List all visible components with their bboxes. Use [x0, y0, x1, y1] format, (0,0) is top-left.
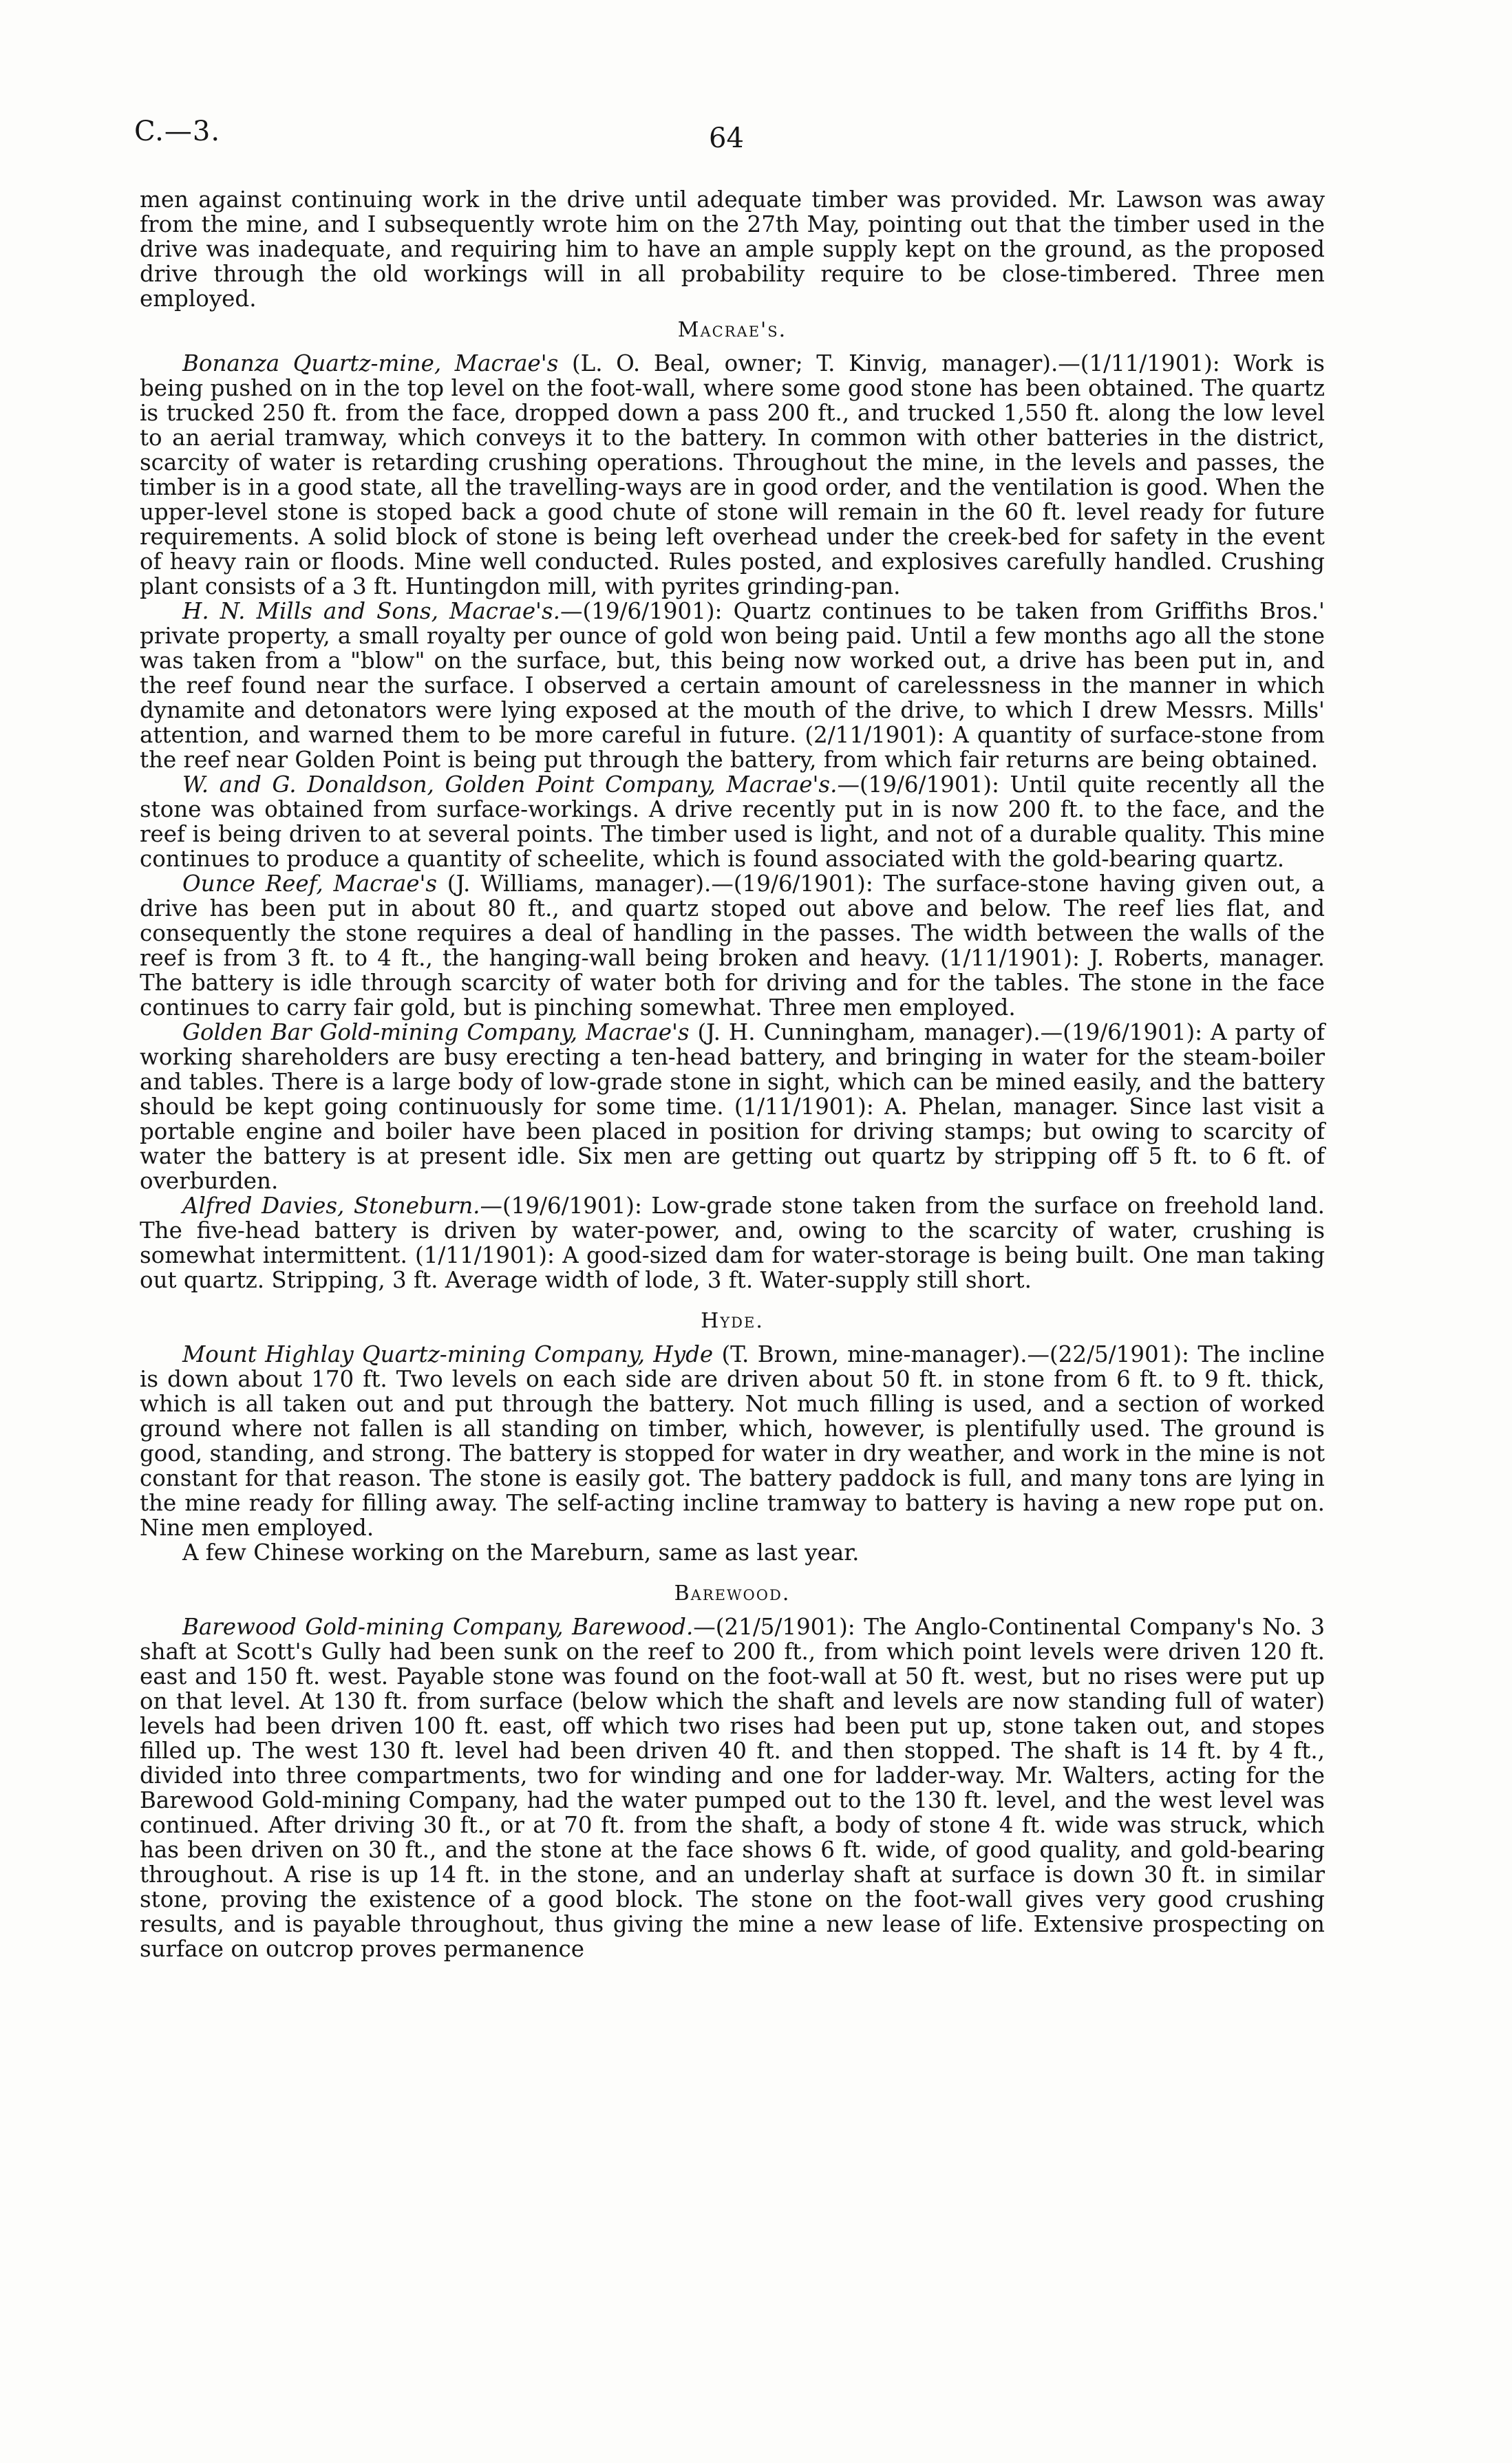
mine-title: H. N. Mills and Sons, Macrae's. — [182, 598, 560, 624]
mine-title: Ounce Reef, Macrae's — [182, 871, 438, 897]
paragraph-ounce-reef: Ounce Reef, Macrae's (J. Williams, manager).—(19/6/1901): The surface-stone having given out, a drive has been put in about 80 ft., and quartz stoped out above and below. The reef lies flat, and consequently the stone requires a deal of handling in the passes. The width between the walls of the reef is from 3 ft. to 4 ft., the hanging-wall being broken and heavy. (1/11/1901): J. Roberts, manager. The battery is idle through scarcity of water both for driving and for the tables. The stone in the face continues to carry fair gold, but is pinching somewhat. Three men employed. — [140, 871, 1325, 1021]
mine-title: Barewood Gold-mining Company, Barewood. — [182, 1614, 694, 1640]
paragraph-chinese-miners: A few Chinese working on the Mareburn, same as last year. — [182, 1539, 860, 1566]
document-reference: C.—3. — [134, 116, 221, 147]
mine-title: W. and G. Donaldson, Golden Point Company, Macrae's. — [182, 771, 838, 798]
paragraph-barewood: Barewood Gold-mining Company, Barewood.—(21/5/1901): The Anglo-Continental Company's No. 3 shaft at Scott's Gully had been sunk on the reef to 200 ft., from which point levels were driven 120 ft. east and 150 ft. west. Payable stone was found on the foot-wall at 50 ft. west, but no rises were put up on that level. At 130 ft. from surface (below which the shaft and levels are now standing full of water) levels had been driven 100 ft. east, off which two rises had been put up, stone taken out, and stopes filled up. The west 130 ft. level had been driven 40 ft. and then stopped. The shaft is 14 ft. by 4 ft., divided into three compartments, two for winding and one for ladder-way. Mr. Walters, acting for the Barewood Gold-mining Company, had the water pumped out to the 130 ft. level, and the west level was continued. After driving 30 ft., or at 70 ft. from the shaft, a body of stone 4 ft. wide was struck, which has been driven on 30 ft., and the stone at the face shows 6 ft. wide, of good quality, and gold-bearing throughout. A rise is up 14 ft. in the stone, and an underlay shaft at surface is down 30 ft. in similar stone, proving the existence of a good block. The stone on the foot-wall gives very good crushing results, and is payable throughout, thus giving the mine a new lease of life. Extensive prospecting on surface on outcrop proves permanence — [140, 1614, 1325, 1962]
paragraph-mount-highlay: Mount Highlay Quartz-mining Company, Hyde (T. Brown, mine-manager).—(22/5/1901): The incline is down about 170 ft. Two levels on each side are driven about 50 ft. in stone from 6 ft. to 9 ft. thick, which is all taken out and put through the battery. Not much filling is used, and a section of worked ground where not fallen is all standing on timber, which, however, is plentifully used. The ground is good, standing, and strong. The battery is stopped for water in dry weather, and work in the mine is not constant for that reason. The stone is easily got. The battery paddock is full, and many tons are lying in the mine ready for filling away. The self-acting incline tramway to battery is having a new rope put on. Nine men employed. — [140, 1341, 1325, 1541]
paragraph-golden-bar: Golden Bar Gold-mining Company, Macrae's (J. H. Cunningham, manager).—(19/6/1901): A party of working shareholders are busy erecting a ten-head battery, and bringing in water for the steam-boiler and tables. There is a large body of low-grade stone in sight, which can be mined easily, and the battery should be kept going continuously for some time. (1/11/1901): A. Phelan, manager. Since last visit a portable engine and boiler have been placed in position for driving stamps; but owing to scarcity of water the battery is at present idle. Six men are getting out quartz by stripping off 5 ft. to 6 ft. of overburden. — [140, 1019, 1325, 1194]
paragraph-donaldson: W. and G. Donaldson, Golden Point Company, Macrae's.—(19/6/1901): Until quite recently all the stone was obtained from surface-workings. A drive recently put in is now 200 ft. to the face, and the reef is being driven to at several points. The timber used is light, and not of a durable quality. This mine continues to produce a quantity of scheelite, which is found associated with the gold-bearing quartz. — [140, 771, 1325, 872]
mine-title: Golden Bar Gold-mining Company, Macrae's — [182, 1019, 690, 1045]
paragraph-mills: H. N. Mills and Sons, Macrae's.—(19/6/1901): Quartz continues to be taken from Griffiths Bros.' private property, a small royalty per ounce of gold won being paid. Until a few months ago all the stone was taken from a "blow" on the surface, but, this being now worked out, a drive has been put in, and the reef found near the surface. I observed a certain amount of carelessness in the manner in which dynamite and detonators were lying exposed at the mouth of the drive, to which I drew Messrs. Mills' attention, and warned them to be more careful in future. (2/11/1901): A quantity of surface-stone from the reef near Golden Point is being put through the battery, from which fair returns are being obtained. — [140, 598, 1325, 773]
paragraph-continuation: men against continuing work in the drive until adequate timber was provided. Mr. Lawson was away from the mine, and I subsequently wrote him on the 27th May, pointing out that the timber used in the drive was inadequate, and requiring him to have an ample supply kept on the ground, as the proposed drive through the old workings will in all probability require to be close-timbered. Three men employed. — [140, 186, 1325, 312]
mine-title: Bonanza Quartz-mine, Macrae's — [182, 350, 559, 376]
mine-title: Alfred Davies, Stoneburn. — [182, 1193, 480, 1219]
section-heading-hyde: Hyde. — [701, 1309, 764, 1333]
paragraph-bonanza: Bonanza Quartz-mine, Macrae's (L. O. Beal, owner; T. Kinvig, manager).—(1/11/1901): Work is being pushed on in the top level on the foot-wall, where some good stone has been obtained. The quartz is trucked 250 ft. from the face, dropped down a pass 200 ft., and trucked 1,550 ft. along the low level to an aerial tramway, which conveys it to the battery. In common with other batteries in the district, scarcity of water is retarding crushing operations. Throughout the mine, in the levels and passes, the timber is in a good state, all the travelling-ways are in good order, and the ventilation is good. When the upper-level stone is stoped back a good chute of stone will remain in the 60 ft. level ready for future requirements. A solid block of stone is being left overhead under the creek-bed for safety in the event of heavy rain or floods. Mine well conducted. Rules posted, and explosives carefully handled. Crushing plant consists of a 3 ft. Huntingdon mill, with pyrites grinding-pan. — [140, 350, 1325, 599]
paragraph-alfred-davies: Alfred Davies, Stoneburn.—(19/6/1901): Low-grade stone taken from the surface on freehold land. The five-head battery is driven by water-power, and, owing to the scarcity of water, crushing is somewhat intermittent. (1/11/1901): A good-sized dam for water-storage is being built. One man taking out quartz. Stripping, 3 ft. Average width of lode, 3 ft. Water-supply still short. — [140, 1193, 1325, 1293]
page-number: 64 — [709, 122, 744, 154]
document-body — [140, 187, 1325, 1961]
section-heading-barewood: Barewood. — [674, 1581, 791, 1606]
mine-title: Mount Highlay Quartz-mining Company, Hyde — [182, 1341, 714, 1367]
section-heading-macraes: Macrae's. — [677, 318, 787, 342]
